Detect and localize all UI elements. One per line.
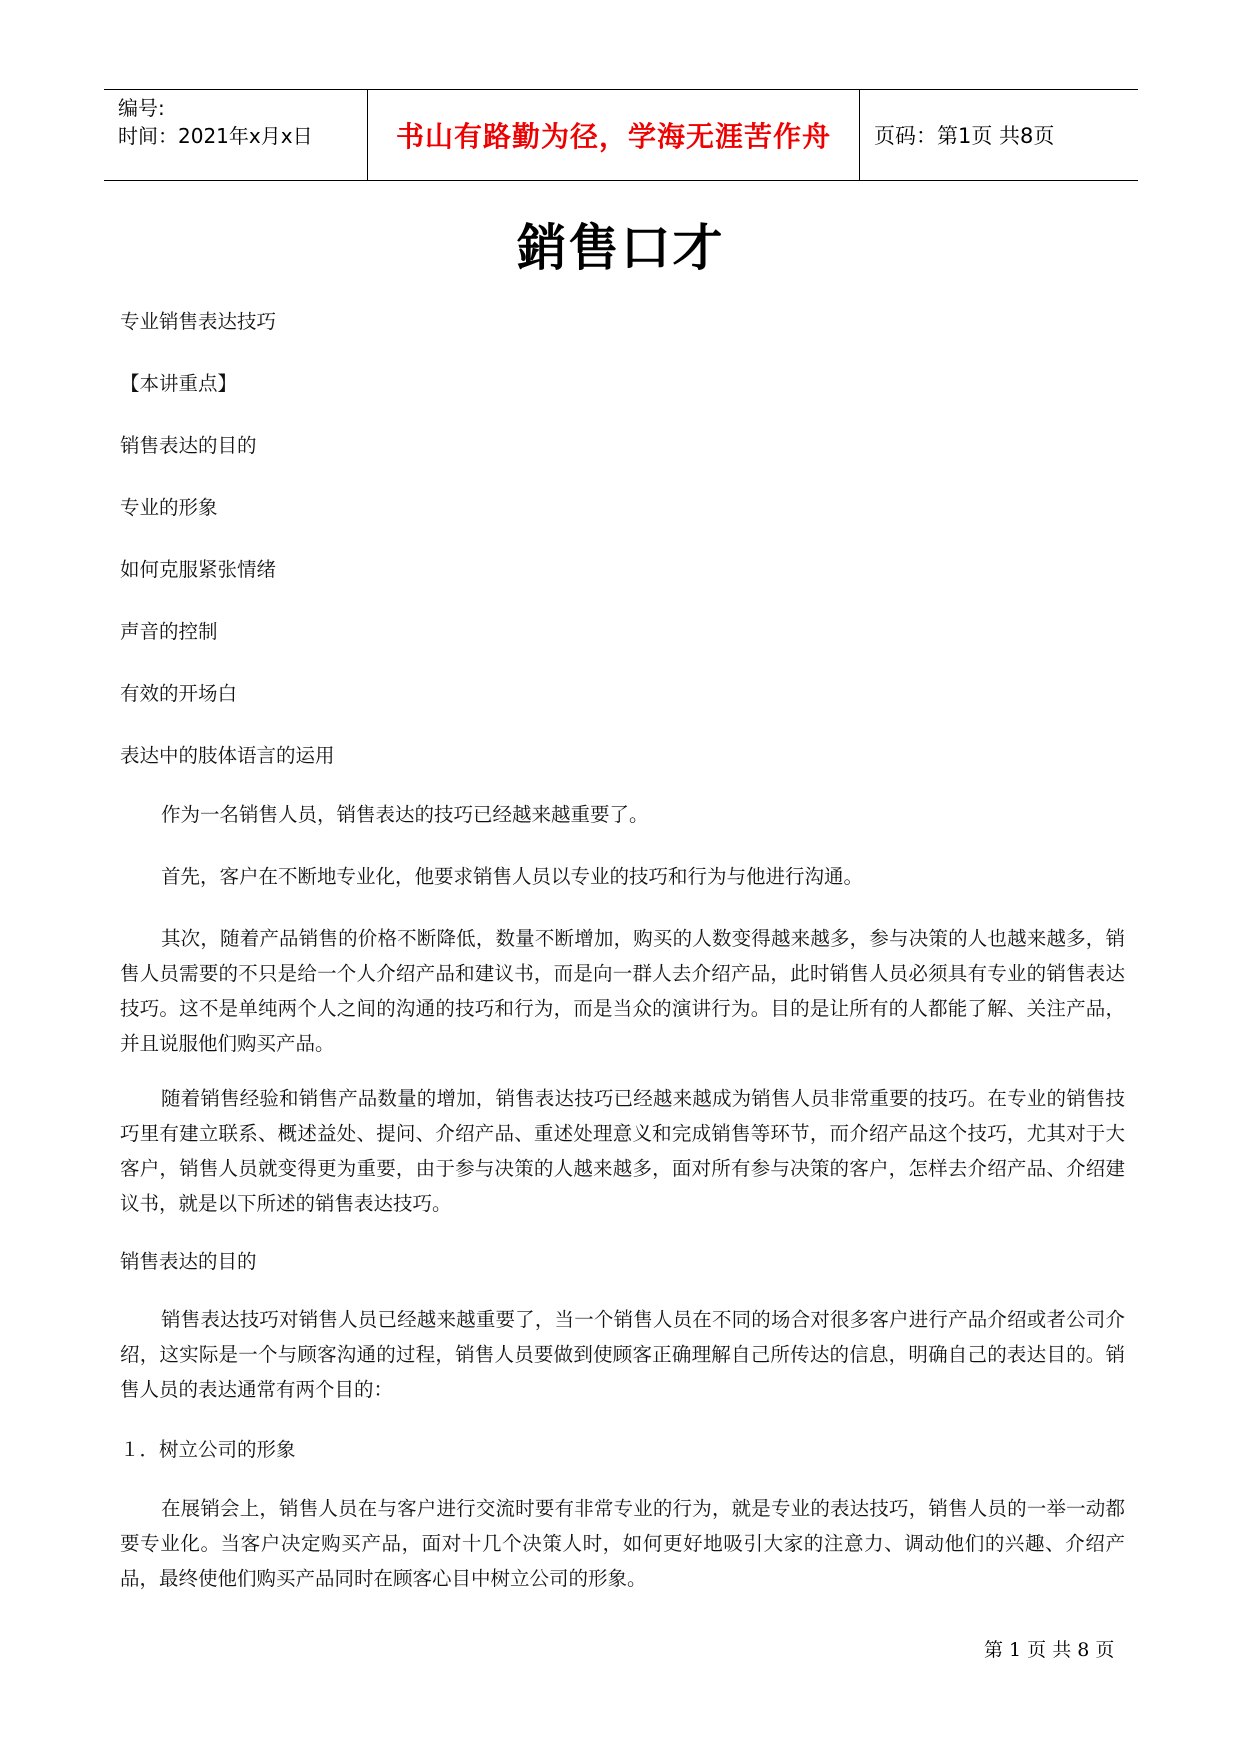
- header-motto: 书山有路勤为径，学海无涯苦作舟: [395, 120, 831, 153]
- header-motto-cell: [368, 90, 860, 180]
- body-line: 表达中的肢体语言的运用: [120, 744, 335, 767]
- body-line: 有效的开场白: [120, 682, 238, 705]
- body-paragraph: 其次，随着产品销售的价格不断降低，数量不断增加，购买的人数变得越来越多，参与决策的人也越来越多，销售人员需要的不只是给一个人介绍产品和建议书，而是向一群人去介绍产品，此时销售人员必须具有专业的销售表达技巧。这不是单纯两个人之间的沟通的技巧和行为，而是当众的演讲行为。目的是让所有的人都能了解、关注产品，并且说服他们购买产品。: [120, 927, 1125, 1055]
- body-line: 如何克服紧张情绪: [120, 558, 277, 581]
- list-item: １．树立公司的形象: [120, 1438, 296, 1461]
- page-footer: 第 1 页 共 8 页: [984, 1639, 1115, 1661]
- document-title: 銷售口才: [516, 219, 725, 277]
- body-line: 销售表达的目的: [120, 434, 257, 457]
- body-paragraph: 销售表达技巧对销售人员已经越来越重要了，当一个销售人员在不同的场合对很多客户进行产品介绍或者公司介绍，这实际是一个与顾客沟通的过程，销售人员要做到使顾客正确理解自己所传达的信息，明确自己的表达目的。销售人员的表达通常有两个目的：: [120, 1308, 1125, 1401]
- document-time-label: 时间：2021年x月x日: [118, 124, 313, 148]
- body-paragraph: 在展销会上，销售人员在与客户进行交流时要有非常专业的行为，就是专业的表达技巧，销售人员的一举一动都要专业化。当客户决定购买产品，面对十几个决策人时，如何更好地吸引大家的注意力、调动他们的兴趣、介绍产品，最终使他们购买产品同时在顾客心目中树立公司的形象。: [120, 1497, 1125, 1590]
- body-paragraph: 首先，客户在不断地专业化，他要求销售人员以专业的技巧和行为与他进行沟通。: [161, 865, 864, 888]
- page-header: [104, 89, 1138, 181]
- header-info-cell: [104, 90, 368, 180]
- header-page-code: 页码：第1页 共8页: [874, 124, 1055, 148]
- document-number-label: 编号:: [118, 96, 165, 120]
- body-line: 专业销售表达技巧: [120, 310, 277, 333]
- body-line: 声音的控制: [120, 620, 218, 643]
- body-line: 专业的形象: [120, 496, 218, 519]
- section-heading: 销售表达的目的: [120, 1250, 257, 1273]
- body-paragraph: 作为一名销售人员，销售表达的技巧已经越来越重要了。: [161, 803, 649, 826]
- body-paragraph: 随着销售经验和销售产品数量的增加，销售表达技巧已经越来越成为销售人员非常重要的技巧。在专业的销售技巧里有建立联系、概述益处、提问、介绍产品、重述处理意义和完成销售等环节，而介绍产品这个技巧，尤其对于大客户，销售人员就变得更为重要，由于参与决策的人越来越多，面对所有参与决策的客户，怎样去介绍产品、介绍建议书，就是以下所述的销售表达技巧。: [120, 1087, 1125, 1215]
- header-page-cell: [860, 90, 1138, 180]
- body-line: 【本讲重点】: [120, 372, 238, 395]
